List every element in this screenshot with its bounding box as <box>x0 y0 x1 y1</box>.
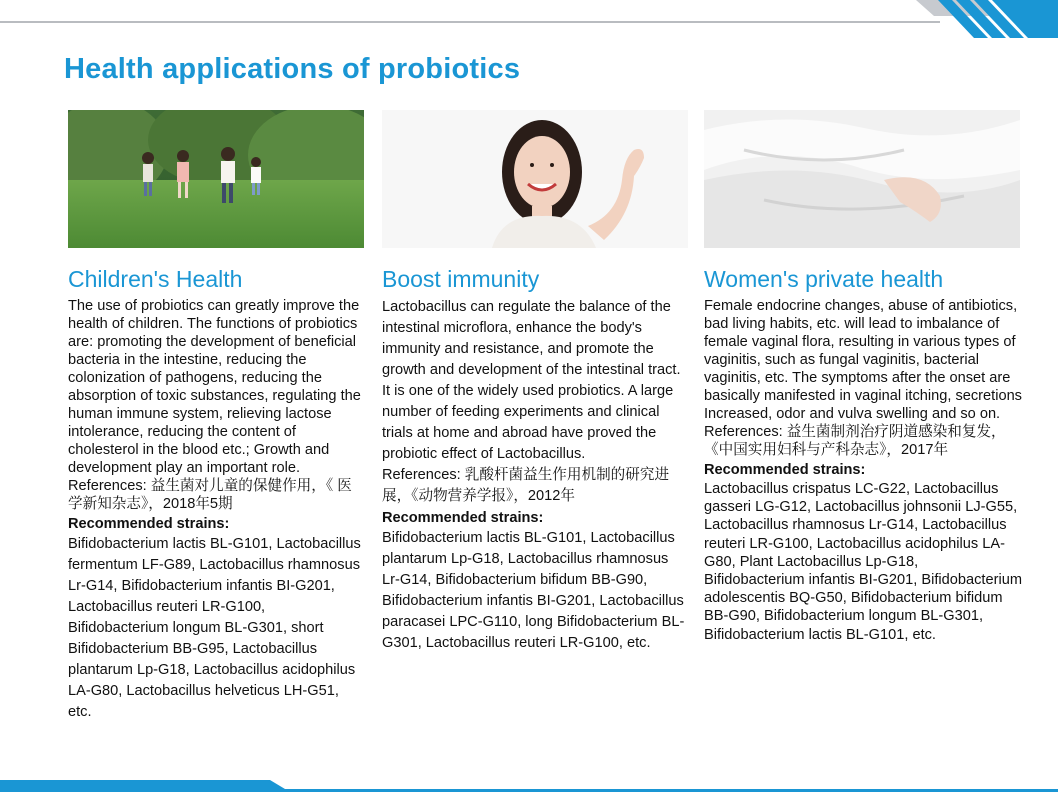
recommended-strains-list: Bifidobacterium lactis BL-G101, Lactobacillus fermentum LF-G89, Lactobacillus rhamnosus Lr-G14, Bifidobacterium infantis BI-G201, Lactobacillus reuteri LR-G100, Bifidobacterium longum BL-G301, short Bifidobacterium BB-G95, Lactobacillus plantarum Lp-G18, Lactobacillus acidophilus LA-G80, Lactobacillus helveticus LH-G51, etc. <box>68 536 361 720</box>
references-text: References: 乳酸杆菌益生作用机制的研究进展，《动物营养学报》，2012年 <box>382 467 670 504</box>
references-text: References: 益生菌对儿童的保健作用，《 医学新知杂志》，2018年5期 <box>68 478 352 512</box>
children-running-photo <box>68 110 364 248</box>
corner-stripes-decoration <box>858 0 1058 40</box>
bottom-band-decoration <box>0 780 1058 792</box>
column-boost-immunity <box>382 110 688 654</box>
column-heading: Boost immunity <box>382 266 540 292</box>
column-body-text: The use of probiotics can greatly improve the health of children. The functions of probiotics are: promoting the development of beneficial bacteria in the intestine, reducing the colonization of pathogens, reducing the absorption of toxic substances, regulating the human immune system, relieving lactose intolerance, reducing the content of cholesterol in the blood etc.; Growth and development play an important role. <box>68 298 361 476</box>
woman-flexing-photo <box>382 110 688 248</box>
column-womens-private-health <box>704 110 1022 644</box>
recommended-strains-list: Bifidobacterium lactis BL-G101, Lactobacillus plantarum Lp-G18, Lactobacillus rhamnosus Lr-G14, Bifidobacterium bifidum BB-G90, Bifidobacterium infantis BI-G201, Lactobacillus paracasei LPC-G110, long Bifidobacterium BL-G301, Lactobacillus reuteri LR-G100, etc. <box>382 530 685 651</box>
column-heading: Women's private health <box>704 266 944 292</box>
recommended-strains-label: Recommended strains: <box>382 510 544 526</box>
recommended-strains-list: Lactobacillus crispatus LC-G22, Lactobacillus gasseri LG-G12, Lactobacillus johnsonii LJ-G55, Lactobacillus rhamnosus Lr-G14, Lactobacillus reuteri LR-G100, Lactobacillus acidophilus LA-G80, Plant Lactobacillus Lp-G18, Bifidobacterium infantis BI-G201, Bifidobacterium adolescentis BQ-G50, Bifidobacterium bifidum BB-G90, Bifidobacterium longum BL-G301, Bifidobacterium lactis BL-G101, etc. <box>704 481 1022 643</box>
recommended-strains-label: Recommended strains: <box>704 462 866 478</box>
column-body-text: Lactobacillus can regulate the balance of the intestinal microflora, enhance the body's immunity and resistance, and promote the growth and development of the intestinal tract. It is one of the widely used probiotics. A large number of feeding experiments and clinical trials at home and abroad have proved the probiotic effect of Lactobacillus. <box>382 299 681 462</box>
page-title: Health applications of probiotics <box>64 53 521 85</box>
column-childrens-health <box>68 110 364 723</box>
column-body-text: Female endocrine changes, abuse of antibiotics, bad living habits, etc. will lead to imbalance of female vaginal flora, resulting in various types of vaginitis, such as fungal vaginitis, bacterial vaginitis, etc. The symptoms after the onset are basically manifested in vaginal itching, secretions Increased, odor and vulva swelling and so on. <box>704 298 1022 422</box>
woman-draped-cloth-photo <box>704 110 1020 248</box>
top-divider <box>0 21 940 23</box>
column-heading: Children's Health <box>68 266 243 292</box>
recommended-strains-label: Recommended strains: <box>68 516 230 532</box>
references-text: References: 益生菌制剂治疗阴道感染和复发，《中国实用妇科与产科杂志》，2017年 <box>704 424 1006 458</box>
